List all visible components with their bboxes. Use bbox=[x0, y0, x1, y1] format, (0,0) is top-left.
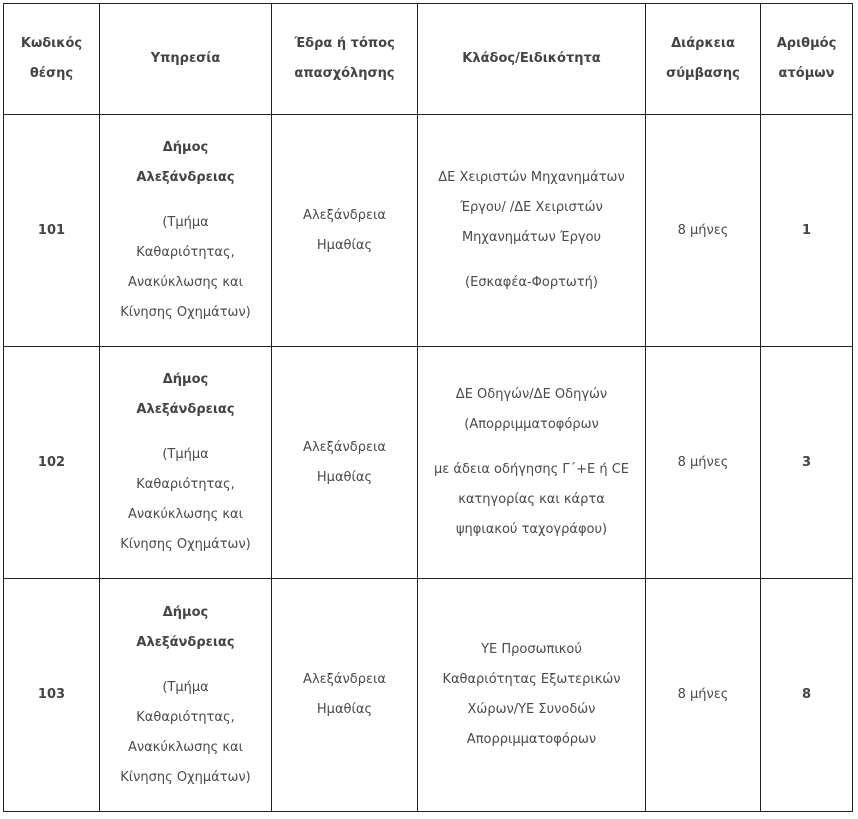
specialty-line: με άδεια οδήγησης Γ΄+Ε ή CE bbox=[433, 462, 630, 477]
location-line: Αλεξάνδρεια bbox=[303, 672, 386, 687]
cell-location bbox=[272, 115, 418, 347]
cell-location bbox=[272, 347, 418, 579]
cell-code: 101 bbox=[4, 115, 100, 347]
cell-specialty bbox=[418, 347, 646, 579]
service-dept-line: Καθαριότητας, bbox=[136, 709, 235, 725]
header-code-line: θέσης bbox=[29, 66, 74, 81]
location-line: Ημαθίας bbox=[316, 469, 373, 485]
specialty-line: ΔΕ Οδηγών/ΔΕ Οδηγών bbox=[455, 387, 608, 402]
cell-count: 8 bbox=[761, 579, 853, 812]
specialty-line: κατηγορίας και κάρτα bbox=[458, 492, 605, 507]
service-name-line: Αλεξάνδρειας bbox=[136, 170, 235, 185]
cell-specialty bbox=[418, 579, 646, 812]
service-dept-line: Κίνησης Οχημάτων) bbox=[120, 769, 251, 785]
specialty-line: ΥΕ Προσωπικού bbox=[481, 642, 582, 657]
service-dept-line: Κίνησης Οχημάτων) bbox=[120, 537, 251, 552]
specialty-line: ψηφιακού ταχογράφου) bbox=[455, 522, 608, 537]
service-dept-line: (Τμήμα bbox=[162, 215, 209, 230]
location-line: Ημαθίας bbox=[316, 237, 373, 253]
header-service bbox=[100, 4, 272, 115]
cell-duration: 8 μήνες bbox=[646, 347, 761, 579]
cell-duration: 8 μήνες bbox=[646, 579, 761, 812]
service-dept-line: Καθαριότητας, bbox=[136, 245, 235, 260]
header-location-line: Έδρα ή τόπος bbox=[294, 36, 395, 51]
cell-duration: 8 μήνες bbox=[646, 115, 761, 347]
service-dept-line: Ανακύκλωσης και bbox=[127, 275, 244, 290]
header-specialty-line: Κλάδος/Ειδικότητα bbox=[462, 51, 601, 66]
service-dept-line: Ανακύκλωσης και bbox=[127, 507, 244, 522]
cell-location bbox=[272, 579, 418, 812]
specialty-line: Έργου/ /ΔΕ Χειριστών bbox=[460, 200, 603, 215]
location-line: Αλεξάνδρεια bbox=[303, 439, 386, 455]
specialty-line: Καθαριότητας Εξωτερικών bbox=[442, 672, 621, 687]
header-duration-line: σύμβασης bbox=[666, 66, 740, 81]
cell-specialty bbox=[418, 115, 646, 347]
header-service-line: Υπηρεσία bbox=[150, 51, 221, 66]
service-name-line: Αλεξάνδρειας bbox=[136, 402, 235, 417]
header-count-line: Αριθμός bbox=[776, 36, 837, 51]
service-dept-line: Κίνησης Οχημάτων) bbox=[120, 305, 251, 320]
cell-service bbox=[100, 579, 272, 812]
service-name-line: Αλεξάνδρειας bbox=[136, 634, 235, 650]
header-row bbox=[4, 4, 853, 115]
service-name-line: Δήμος bbox=[162, 372, 209, 387]
specialty-line: Μηχανημάτων Έργου bbox=[461, 230, 602, 245]
specialty-line: (Απορριμματοφόρων bbox=[464, 417, 599, 432]
location-line: Αλεξάνδρεια bbox=[303, 207, 386, 223]
service-dept-line: Ανακύκλωσης και bbox=[127, 739, 244, 755]
header-count bbox=[761, 4, 853, 115]
header-code bbox=[4, 4, 100, 115]
service-name-line: Δήμος bbox=[162, 604, 209, 620]
header-location bbox=[272, 4, 418, 115]
header-location-line: απασχόλησης bbox=[294, 66, 395, 81]
service-dept-line: (Τμήμα bbox=[162, 679, 209, 695]
specialty-line: Χώρων/ΥΕ Συνοδών bbox=[467, 702, 596, 717]
cell-code: 102 bbox=[4, 347, 100, 579]
service-dept-line: Καθαριότητας, bbox=[136, 477, 235, 492]
service-dept-line: (Τμήμα bbox=[162, 447, 209, 462]
table-row bbox=[4, 347, 853, 579]
location-line: Ημαθίας bbox=[316, 702, 373, 717]
header-code-line: Κωδικός bbox=[20, 36, 83, 51]
header-duration-line: Διάρκεια bbox=[671, 36, 735, 51]
header-specialty bbox=[418, 4, 646, 115]
cell-count: 1 bbox=[761, 115, 853, 347]
table-row bbox=[4, 579, 853, 812]
service-name-line: Δήμος bbox=[162, 140, 209, 155]
specialty-line: Απορριμματοφόρων bbox=[466, 732, 597, 747]
cell-count: 3 bbox=[761, 347, 853, 579]
header-count-line: ατόμων bbox=[778, 66, 835, 81]
table-row bbox=[4, 115, 853, 347]
positions-table bbox=[3, 3, 853, 812]
specialty-line: ΔΕ Χειριστών Μηχανημάτων bbox=[438, 170, 625, 185]
cell-code: 103 bbox=[4, 579, 100, 812]
cell-service bbox=[100, 347, 272, 579]
specialty-line: (Εσκαφέα-Φορτωτή) bbox=[465, 275, 598, 290]
cell-service bbox=[100, 115, 272, 347]
header-duration bbox=[646, 4, 761, 115]
